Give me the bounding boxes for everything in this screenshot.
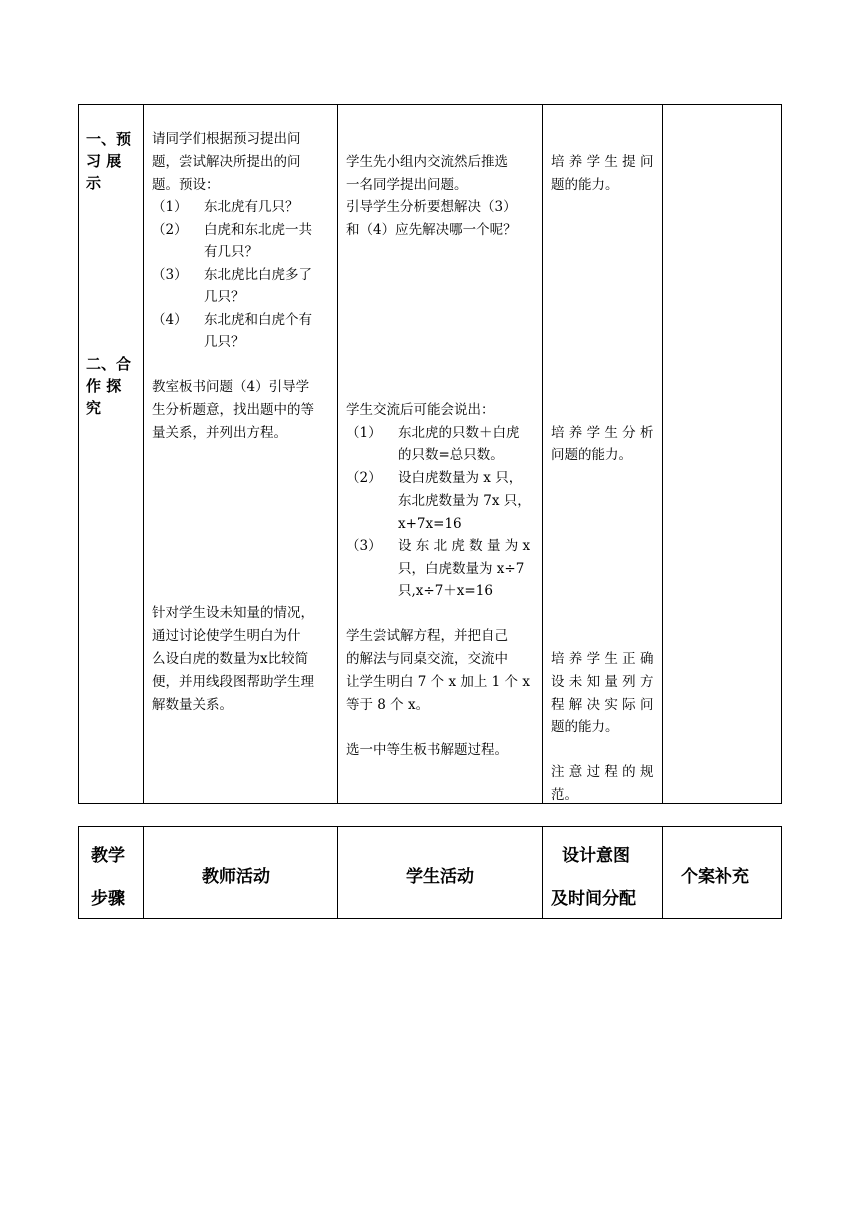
header-design-line-2: 及时间分配 [551, 889, 636, 909]
step-2-line-3: 究 [86, 399, 102, 417]
student-text-line: 让学生明白 7 个 x 加上 1 个 x [346, 674, 530, 690]
header-student-activity: 学生活动 [406, 867, 474, 887]
design-text-line: 题的能力。 [551, 719, 619, 735]
list-item-number: （3） [346, 538, 382, 554]
teacher-text-line: 生分析题意，找出题中的等 [152, 402, 314, 418]
list-item-text: 只，白虎数量为 x÷7 [398, 561, 525, 577]
student-text-line: 的解法与同桌交流，交流中 [346, 651, 508, 667]
design-text-line: 设 未 知 量 列 方 [551, 674, 654, 690]
student-text-line: 等于 8 个 x。 [346, 697, 430, 713]
student-text-line: 学生交流后可能会说出： [346, 402, 495, 418]
step-2-line-1: 二、合 [86, 355, 132, 373]
list-item-text: 的只数=总只数。 [398, 447, 504, 463]
header-step-line-2: 步骤 [91, 889, 125, 909]
list-item-number: （3） [152, 267, 188, 283]
student-text-line: 和（4）应先解决哪一个呢？ [346, 222, 517, 238]
student-text-line: 一名同学提出问题。 [346, 177, 468, 193]
teacher-text-line: 教室板书问题（4）引导学 [152, 379, 310, 395]
design-text-line: 培 养 学 生 提 问 [551, 154, 654, 170]
list-item-text: 几只？ [204, 334, 245, 350]
list-item-text: x+7x=16 [398, 516, 462, 532]
step-2-line-2: 作 探 [86, 377, 122, 395]
list-item-number: （1） [346, 425, 382, 441]
design-text-line: 问题的能力。 [551, 447, 632, 463]
list-item-number: （4） [152, 312, 188, 328]
design-text-line: 范。 [551, 787, 578, 803]
design-text-line: 程 解 决 实 际 问 [551, 697, 654, 713]
student-text-line: 学生先小组内交流然后推选 [346, 154, 508, 170]
list-item-number: （2） [152, 222, 188, 238]
list-item-text: 设 东 北 虎 数 量 为 x [398, 538, 531, 554]
list-item-text: 东北虎数量为 7x 只， [398, 493, 531, 509]
list-item-text: 白虎和东北虎一共 [204, 222, 312, 238]
teacher-text-line: 题，尝试解决所提出的问 [152, 154, 301, 170]
list-item-text: 东北虎有几只？ [204, 199, 299, 215]
list-item-text: 东北虎和白虎个有 [204, 312, 312, 328]
step-1-line-2: 习 展 [86, 152, 122, 170]
list-item-text: 设白虎数量为 x 只， [398, 470, 523, 486]
student-text-line: 学生尝试解方程，并把自己 [346, 628, 508, 644]
design-text-line: 培 养 学 生 分 析 [551, 425, 654, 441]
list-item-number: （2） [346, 470, 382, 486]
design-text-line: 注 意 过 程 的 规 [551, 764, 654, 780]
header-teacher-activity: 教师活动 [202, 867, 270, 887]
list-item-text: 只,x÷7＋x=16 [398, 583, 493, 599]
teacher-text-line: 针对学生设未知量的情况， [152, 605, 314, 621]
design-text-line: 培 养 学 生 正 确 [551, 651, 654, 667]
list-item-text: 东北虎比白虎多了 [204, 267, 312, 283]
list-item-number: （1） [152, 199, 188, 215]
step-1-line-3: 示 [86, 174, 102, 192]
teacher-text-line: 请同学们根据预习提出问 [152, 131, 301, 147]
step-1-line-1: 一、预 [86, 130, 132, 148]
list-item-text: 有几只？ [204, 244, 258, 260]
teacher-text-line: 题。预设： [152, 177, 220, 193]
teacher-text-line: 么设白虎的数量为x比较简 [152, 651, 309, 667]
student-text-line: 选一中等生板书解题过程。 [346, 742, 508, 758]
header-step-line-1: 教学 [91, 846, 125, 866]
teacher-text-line: 通过讨论使学生明白为什 [152, 628, 301, 644]
header-case-supplement: 个案补充 [681, 867, 749, 887]
header-design-line-1: 设计意图 [562, 846, 630, 866]
teacher-text-line: 便，并用线段图帮助学生理 [152, 674, 314, 690]
teacher-text-line: 解数量关系。 [152, 697, 233, 713]
list-item-text: 几只？ [204, 289, 245, 305]
teacher-text-line: 量关系，并列出方程。 [152, 425, 287, 441]
list-item-text: 东北虎的只数＋白虎 [398, 425, 520, 441]
student-text-line: 引导学生分析要想解决（3） [346, 199, 517, 215]
design-text-line: 题的能力。 [551, 177, 619, 193]
